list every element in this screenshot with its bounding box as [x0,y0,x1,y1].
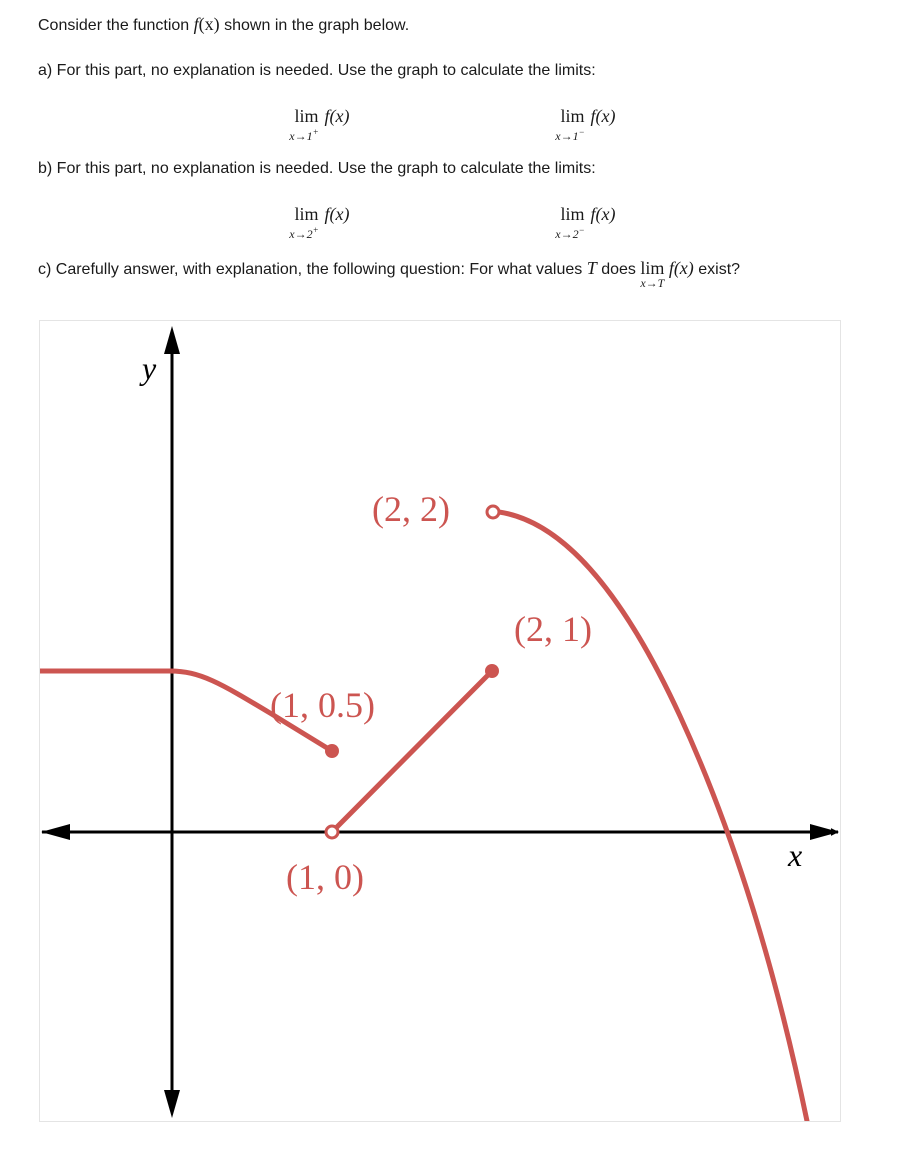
limit-b2: lim f(x) x→2− [555,204,616,241]
limit-a1: lim f(x) x→1+ [289,106,350,143]
graph-panel [39,320,841,1122]
y-axis-bottom-arrow [164,1090,180,1118]
limit-b1: lim f(x) x→2+ [289,204,350,241]
intro-text: Consider the function f(x) shown in the graph below. [38,14,410,34]
limit-c: lim x→T [640,258,665,290]
point-1-05-filled [325,744,339,758]
curve-right [499,512,807,1121]
y-axis-label: y [142,350,157,386]
label-point-1-0: (1, 0) [286,857,364,897]
label-point-2-1: (2, 1) [514,609,592,649]
function-symbol: f [193,14,199,34]
function-graph [40,321,840,1121]
point-1-0-open [326,826,338,838]
x-axis-left-arrow [41,824,70,840]
label-point-2-2: (2, 2) [372,489,450,529]
x-axis-label: x [788,837,803,873]
y-axis-top-arrow [164,326,180,354]
part-a-text: a) For this part, no explanation is needed. Use the graph to calculate the limits: [38,62,596,79]
label-point-1-05: (1, 0.5) [270,685,375,725]
part-c-text: c) Carefully answer, with explanation, the following question: For what values T does lim x→T f(x) exist? [38,258,741,290]
x-axis-right-arrow [810,824,839,840]
point-2-2-open [487,506,499,518]
point-2-1-filled [485,664,499,678]
limit-a2: lim f(x) x→1− [555,106,616,143]
part-b-text: b) For this part, no explanation is needed. Use the graph to calculate the limits: [38,160,596,177]
